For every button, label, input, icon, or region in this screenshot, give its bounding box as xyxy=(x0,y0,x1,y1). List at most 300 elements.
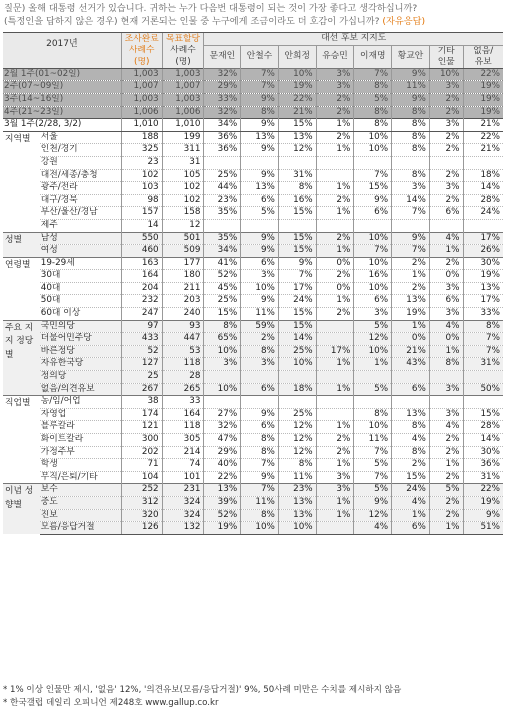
percent-value: 8% xyxy=(392,131,430,144)
percent-value: 0% xyxy=(429,270,463,283)
percent-value: 10% xyxy=(241,522,279,535)
cases-value: 14 xyxy=(121,219,162,232)
target-value: 509 xyxy=(162,245,204,258)
target-value: 231 xyxy=(162,484,204,497)
percent-value: 3% xyxy=(429,308,463,321)
header-candidate-4: 유승민 xyxy=(316,45,354,68)
cases-value: 312 xyxy=(121,496,162,509)
cases-value: 460 xyxy=(121,245,162,258)
cases-value: 157 xyxy=(121,207,162,220)
percent-value: 7% xyxy=(241,459,279,472)
percent-value: 3% xyxy=(429,383,463,396)
percent-value: 10% xyxy=(354,345,392,358)
percent-value: 7% xyxy=(241,68,279,81)
percent-value: 8% xyxy=(241,434,279,447)
target-value: 101 xyxy=(162,471,204,484)
row-label: 서울 xyxy=(40,131,122,144)
target-value: 324 xyxy=(162,509,204,522)
percent-value: 6% xyxy=(429,295,463,308)
percent-value: 19% xyxy=(463,93,503,106)
percent-value xyxy=(354,219,392,232)
question-label: 질문) xyxy=(4,3,26,14)
row-label: 4주(21~23일) xyxy=(3,106,121,119)
percent-value xyxy=(316,371,354,384)
percent-value: 4% xyxy=(429,320,463,333)
percent-value: 2% xyxy=(316,131,354,144)
percent-value: 3% xyxy=(429,119,463,132)
percent-value: 10% xyxy=(354,144,392,157)
percent-value: 1% xyxy=(316,295,354,308)
percent-value: 8% xyxy=(392,119,430,132)
target-value: 93 xyxy=(162,320,204,333)
target-value: 211 xyxy=(162,282,204,295)
percent-value: 15% xyxy=(354,182,392,195)
target-value: 1,006 xyxy=(162,106,204,119)
table-row xyxy=(3,106,503,119)
percent-value: 7% xyxy=(354,446,392,459)
target-value: 74 xyxy=(162,459,204,472)
question xyxy=(4,2,504,28)
percent-value: 9% xyxy=(278,257,316,270)
cases-value: 103 xyxy=(121,182,162,195)
percent-value: 45% xyxy=(204,282,241,295)
group-label: 주요 지지 정당별 xyxy=(3,320,40,396)
cases-value: 52 xyxy=(121,345,162,358)
percent-value: 7% xyxy=(278,270,316,283)
cases-value: 104 xyxy=(121,471,162,484)
percent-value: 32% xyxy=(204,106,241,119)
target-value: 501 xyxy=(162,232,204,245)
target-value: 199 xyxy=(162,131,204,144)
percent-value: 21% xyxy=(278,106,316,119)
percent-value xyxy=(278,219,316,232)
table-row xyxy=(3,282,503,295)
table-body xyxy=(3,68,503,534)
cases-value: 320 xyxy=(121,509,162,522)
percent-value: 5% xyxy=(354,383,392,396)
percent-value: 13% xyxy=(392,408,430,421)
target-value: 132 xyxy=(162,522,204,535)
table-row xyxy=(3,396,503,409)
percent-value: 16% xyxy=(354,270,392,283)
percent-value: 4% xyxy=(392,496,430,509)
row-label: 19-29세 xyxy=(40,257,122,270)
percent-value: 8% xyxy=(392,446,430,459)
percent-value: 35% xyxy=(204,207,241,220)
percent-value: 28% xyxy=(463,194,503,207)
percent-value: 10% xyxy=(354,131,392,144)
percent-value: 5% xyxy=(354,459,392,472)
percent-value: 9% xyxy=(241,93,279,106)
percent-value: 24% xyxy=(278,295,316,308)
percent-value: 2% xyxy=(429,471,463,484)
percent-value: 19% xyxy=(278,81,316,94)
header-other-2: 인물 xyxy=(429,57,463,69)
percent-value: 41% xyxy=(204,257,241,270)
percent-value: 4% xyxy=(354,522,392,535)
percent-value: 11% xyxy=(278,471,316,484)
header-spacer xyxy=(3,57,121,69)
percent-value: 1% xyxy=(316,421,354,434)
cases-value: 164 xyxy=(121,270,162,283)
percent-value: 23% xyxy=(278,484,316,497)
question-text: 올해 대통령 선거가 있습니다. 귀하는 누가 다음번 대통령이 되는 것이 가장 좋다고 생각하십니까? xyxy=(28,3,418,14)
percent-value: 19% xyxy=(463,81,503,94)
percent-value: 15% xyxy=(278,320,316,333)
percent-value: 10% xyxy=(354,421,392,434)
percent-value: 2% xyxy=(316,434,354,447)
row-label: 학생 xyxy=(40,459,122,472)
percent-value xyxy=(354,156,392,169)
percent-value: 1% xyxy=(316,358,354,371)
cases-value: 174 xyxy=(121,408,162,421)
percent-value: 2% xyxy=(429,257,463,270)
percent-value: 31% xyxy=(463,471,503,484)
percent-value: 1% xyxy=(316,459,354,472)
percent-value: 24% xyxy=(392,484,430,497)
percent-value: 8% xyxy=(354,119,392,132)
percent-value: 8% xyxy=(241,509,279,522)
percent-value: 15% xyxy=(278,245,316,258)
percent-value: 3% xyxy=(392,182,430,195)
cases-value: 38 xyxy=(121,396,162,409)
percent-value: 2% xyxy=(316,194,354,207)
percent-value: 6% xyxy=(241,194,279,207)
percent-value: 7% xyxy=(354,245,392,258)
percent-value: 35% xyxy=(204,232,241,245)
percent-value: 10% xyxy=(204,345,241,358)
target-value: 158 xyxy=(162,207,204,220)
row-label: 중도 xyxy=(40,496,122,509)
percent-value: 59% xyxy=(241,320,279,333)
percent-value: 51% xyxy=(463,522,503,535)
table-row xyxy=(3,219,503,232)
table-row xyxy=(3,119,503,132)
target-value: 53 xyxy=(162,345,204,358)
percent-value: 21% xyxy=(463,119,503,132)
question-line xyxy=(4,2,504,15)
table-row xyxy=(3,484,503,497)
percent-value: 3% xyxy=(429,282,463,295)
header-surveyed: 조사완료 xyxy=(121,33,162,46)
percent-value: 43% xyxy=(392,358,430,371)
percent-value: 3% xyxy=(429,81,463,94)
target-value: 12 xyxy=(162,219,204,232)
table-row xyxy=(3,257,503,270)
percent-value: 19% xyxy=(204,522,241,535)
percent-value: 8% xyxy=(278,182,316,195)
percent-value: 10% xyxy=(241,282,279,295)
percent-value: 13% xyxy=(392,295,430,308)
percent-value xyxy=(463,396,503,409)
question-sub: (특정인을 답하지 않은 경우) 현재 거론되는 인물 중 누구에게 조금이라도 더 호감이 가십니까? xyxy=(4,16,380,27)
group-label: 이념 성향별 xyxy=(3,484,40,534)
header-candidate-5: 이재명 xyxy=(354,45,392,68)
percent-value: 10% xyxy=(278,68,316,81)
percent-value: 4% xyxy=(429,421,463,434)
cases-value: 550 xyxy=(121,232,162,245)
percent-value: 29% xyxy=(204,446,241,459)
percent-value: 10% xyxy=(429,68,463,81)
percent-value: 30% xyxy=(463,257,503,270)
row-label: 자영업 xyxy=(40,408,122,421)
percent-value: 11% xyxy=(354,434,392,447)
percent-value: 28% xyxy=(463,421,503,434)
target-value: 118 xyxy=(162,421,204,434)
row-label: 강원 xyxy=(40,156,122,169)
cases-value: 163 xyxy=(121,257,162,270)
percent-value xyxy=(316,219,354,232)
table-row xyxy=(3,131,503,144)
percent-value: 2% xyxy=(392,282,430,295)
row-label: 없음/의견유보 xyxy=(40,383,122,396)
percent-value xyxy=(429,371,463,384)
table-row xyxy=(3,93,503,106)
percent-value: 6% xyxy=(354,295,392,308)
percent-value: 12% xyxy=(354,509,392,522)
percent-value: 5% xyxy=(354,484,392,497)
percent-value: 9% xyxy=(392,93,430,106)
percent-value xyxy=(241,371,279,384)
table-row xyxy=(3,245,503,258)
cases-value: 121 xyxy=(121,421,162,434)
percent-value xyxy=(204,371,241,384)
table-row xyxy=(3,471,503,484)
table-row xyxy=(3,333,503,346)
table-row xyxy=(3,320,503,333)
percent-value xyxy=(204,156,241,169)
table-row xyxy=(3,232,503,245)
percent-value xyxy=(392,156,430,169)
row-label: 60대 이상 xyxy=(40,308,122,321)
percent-value: 1% xyxy=(392,270,430,283)
percent-value: 2% xyxy=(316,308,354,321)
header-cases-unit: (명) xyxy=(121,57,162,69)
percent-value: 8% xyxy=(354,408,392,421)
percent-value: 2% xyxy=(392,459,430,472)
percent-value: 14% xyxy=(463,182,503,195)
percent-value: 7% xyxy=(354,471,392,484)
percent-value: 6% xyxy=(241,383,279,396)
percent-value: 1% xyxy=(392,509,430,522)
target-value: 118 xyxy=(162,358,204,371)
table-row xyxy=(3,522,503,535)
percent-value: 23% xyxy=(204,194,241,207)
percent-value xyxy=(204,219,241,232)
row-label: 정의당 xyxy=(40,371,122,384)
percent-value: 7% xyxy=(463,345,503,358)
question-hint: (자유응답) xyxy=(382,16,426,27)
percent-value: 17% xyxy=(278,282,316,295)
header-row-top xyxy=(3,33,503,46)
header-none-1: 없음/ xyxy=(463,45,503,57)
percent-value xyxy=(429,219,463,232)
percent-value xyxy=(316,522,354,535)
percent-value: 2% xyxy=(392,257,430,270)
table-row xyxy=(3,421,503,434)
percent-value: 9% xyxy=(241,144,279,157)
percent-value: 10% xyxy=(354,232,392,245)
cases-value: 126 xyxy=(121,522,162,535)
target-value: 164 xyxy=(162,408,204,421)
percent-value: 25% xyxy=(278,408,316,421)
percent-value xyxy=(429,156,463,169)
percent-value: 21% xyxy=(392,345,430,358)
target-value: 203 xyxy=(162,295,204,308)
percent-value: 7% xyxy=(354,169,392,182)
percent-value: 15% xyxy=(278,207,316,220)
percent-value: 26% xyxy=(463,245,503,258)
percent-value: 22% xyxy=(278,93,316,106)
percent-value: 9% xyxy=(241,245,279,258)
percent-value xyxy=(278,396,316,409)
percent-value: 1% xyxy=(316,383,354,396)
percent-value: 6% xyxy=(354,207,392,220)
percent-value: 24% xyxy=(463,207,503,220)
percent-value: 2% xyxy=(429,509,463,522)
table-row xyxy=(3,81,503,94)
row-label: 자유한국당 xyxy=(40,358,122,371)
percent-value: 12% xyxy=(278,434,316,447)
target-value: 28 xyxy=(162,371,204,384)
percent-value: 1% xyxy=(354,358,392,371)
percent-value: 7% xyxy=(241,81,279,94)
percent-value: 33% xyxy=(204,93,241,106)
cases-value: 97 xyxy=(121,320,162,333)
percent-value: 2% xyxy=(429,194,463,207)
percent-value: 9% xyxy=(392,68,430,81)
row-label: 여성 xyxy=(40,245,122,258)
percent-value: 10% xyxy=(278,522,316,535)
percent-value: 6% xyxy=(392,522,430,535)
target-value: 1,007 xyxy=(162,81,204,94)
percent-value: 31% xyxy=(463,358,503,371)
percent-value: 5% xyxy=(241,207,279,220)
percent-value: 1% xyxy=(316,119,354,132)
cases-value: 433 xyxy=(121,333,162,346)
percent-value: 44% xyxy=(204,182,241,195)
cases-value: 25 xyxy=(121,371,162,384)
percent-value: 2% xyxy=(241,333,279,346)
percent-value: 8% xyxy=(241,345,279,358)
percent-value: 19% xyxy=(463,496,503,509)
percent-value: 12% xyxy=(278,446,316,459)
percent-value: 17% xyxy=(316,345,354,358)
percent-value: 25% xyxy=(204,169,241,182)
percent-value xyxy=(204,396,241,409)
percent-value: 7% xyxy=(241,484,279,497)
percent-value xyxy=(463,371,503,384)
percent-value: 18% xyxy=(278,383,316,396)
percent-value: 22% xyxy=(463,484,503,497)
percent-value: 25% xyxy=(204,295,241,308)
percent-value: 9% xyxy=(354,194,392,207)
percent-value xyxy=(392,371,430,384)
percent-value: 7% xyxy=(354,68,392,81)
percent-value: 36% xyxy=(463,459,503,472)
percent-value xyxy=(241,156,279,169)
percent-value: 15% xyxy=(204,308,241,321)
percent-value: 8% xyxy=(429,358,463,371)
percent-value: 34% xyxy=(204,119,241,132)
percent-value: 8% xyxy=(463,320,503,333)
row-label: 블루칼라 xyxy=(40,421,122,434)
cases-value: 204 xyxy=(121,282,162,295)
table-row xyxy=(3,459,503,472)
target-value: 102 xyxy=(162,194,204,207)
percent-value: 6% xyxy=(392,383,430,396)
target-value: 324 xyxy=(162,496,204,509)
percent-value xyxy=(429,396,463,409)
percent-value: 31% xyxy=(278,169,316,182)
percent-value: 3% xyxy=(316,484,354,497)
percent-value: 2% xyxy=(316,446,354,459)
percent-value: 2% xyxy=(429,434,463,447)
row-label: 무직/은퇴/기타 xyxy=(40,471,122,484)
percent-value: 50% xyxy=(463,383,503,396)
percent-value: 1% xyxy=(429,345,463,358)
table-row xyxy=(3,156,503,169)
row-label: 3월 1주(2/28, 3/2) xyxy=(3,119,121,132)
percent-value: 8% xyxy=(392,421,430,434)
row-label: 인천/경기 xyxy=(40,144,122,157)
percent-value: 32% xyxy=(204,421,241,434)
percent-value: 10% xyxy=(354,282,392,295)
row-label: 가정주부 xyxy=(40,446,122,459)
percent-value: 9% xyxy=(241,295,279,308)
percent-value: 19% xyxy=(463,270,503,283)
percent-value: 0% xyxy=(429,333,463,346)
percent-value: 9% xyxy=(392,232,430,245)
percent-value: 13% xyxy=(463,282,503,295)
row-label: 30대 xyxy=(40,270,122,283)
cases-value: 1,010 xyxy=(121,119,162,132)
percent-value: 13% xyxy=(278,509,316,522)
row-label: 모름/응답거절 xyxy=(40,522,122,535)
table-row xyxy=(3,169,503,182)
percent-value: 15% xyxy=(392,471,430,484)
row-label: 제주 xyxy=(40,219,122,232)
group-label: 연령별 xyxy=(3,257,40,320)
table-row xyxy=(3,496,503,509)
percent-value: 8% xyxy=(278,459,316,472)
percent-value: 2% xyxy=(429,106,463,119)
percent-value: 0% xyxy=(316,282,354,295)
cases-value: 188 xyxy=(121,131,162,144)
percent-value xyxy=(463,156,503,169)
table-row xyxy=(3,408,503,421)
target-value: 102 xyxy=(162,182,204,195)
row-label: 부산/울산/경남 xyxy=(40,207,122,220)
note-2: * 한국갤럽 데일리 오피니언 제248호 www.gallup.co.kr xyxy=(3,698,219,708)
percent-value: 6% xyxy=(429,207,463,220)
percent-value: 1% xyxy=(316,182,354,195)
question-subline xyxy=(4,15,504,28)
percent-value: 1% xyxy=(429,459,463,472)
header-cases-label: 사례수 xyxy=(121,45,162,57)
table-row xyxy=(3,194,503,207)
cases-value: 98 xyxy=(121,194,162,207)
percent-value: 25% xyxy=(278,345,316,358)
table-row xyxy=(3,207,503,220)
percent-value: 1% xyxy=(429,245,463,258)
percent-value: 11% xyxy=(392,81,430,94)
row-label: 대구/경북 xyxy=(40,194,122,207)
percent-value: 8% xyxy=(204,320,241,333)
percent-value: 1% xyxy=(316,245,354,258)
percent-value: 36% xyxy=(204,131,241,144)
percent-value: 15% xyxy=(278,232,316,245)
